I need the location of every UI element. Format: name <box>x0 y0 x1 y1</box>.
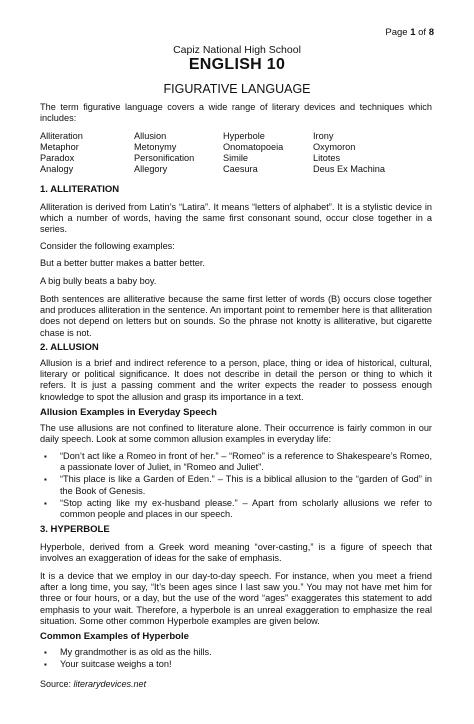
page-middle: of <box>415 27 429 38</box>
term: Hyperbole <box>223 131 265 141</box>
allusion-everyday-intro: The use allusions are not confined to literature alone. Their occurrence is fairly common in our daily speech. Look at some common allusion examples in everyday life: <box>40 423 432 445</box>
document-title: FIGURATIVE LANGUAGE <box>163 82 311 96</box>
list-item-text: Your suitcase weighs a ton! <box>60 659 172 670</box>
term: Paradox <box>40 153 75 163</box>
term: Deus Ex Machina <box>313 164 386 174</box>
bullet-icon: ▪ <box>44 648 47 657</box>
page-indicator <box>385 27 434 38</box>
bullet-icon: ▪ <box>44 660 47 670</box>
term: Personification <box>134 153 195 163</box>
source-citation <box>40 679 146 689</box>
term: Onomatopoeia <box>223 142 284 152</box>
list-item-text: “Don’t act like a Romeo in front of her.” – “Romeo” is a reference to Shakespeare’s Romeo, a passionate lover of Juliet, in “Romeo and Juliet”. <box>60 451 432 473</box>
list-item <box>40 659 432 670</box>
term: Allegory <box>134 164 168 174</box>
bullet-icon: ▪ <box>44 498 47 508</box>
section-heading-allusion: 2. ALLUSION <box>40 342 99 353</box>
page-total: 8 <box>428 27 434 38</box>
hyperbole-definition: Hyperbole, derived from a Greek word meaning “over-casting,” is a figure of speech that involves an exaggeration of ideas for the sake of emphasis. <box>40 542 432 564</box>
intro-paragraph: The term figurative language covers a wide range of literary devices and techniques which includes: <box>40 102 432 124</box>
term: Simile <box>223 153 249 163</box>
hyperbole-examples-list <box>40 647 432 671</box>
term: Alliteration <box>40 131 83 141</box>
term: Allusion <box>134 131 167 141</box>
term: Irony <box>313 131 334 141</box>
page-current: 1 <box>410 27 416 38</box>
term: Analogy <box>40 164 74 174</box>
term: Metonymy <box>134 142 177 152</box>
hyperbole-subheading: Common Examples of Hyperbole <box>40 631 189 642</box>
hyperbole-explanation: It is a device that we employ in our day-to-day speech. For instance, when you meet a friend after a long time, you say, “It’s been ages since I last saw you.” You may not have met him for three or four hours, or a day, but the use of the word “ages” exaggerates this statement to add emphasis to your wait. Therefore, a hyperbole is an unreal exaggeration to emphasize the real situation. Some other common Hyperbole examples are given below. <box>40 571 432 626</box>
term: Oxymoron <box>313 142 356 152</box>
term: Litotes <box>313 153 341 163</box>
source-name: literarydevices.net <box>73 679 147 689</box>
school-name: Capiz National High School <box>173 44 301 56</box>
list-item-text: “This place is like a Garden of Eden.” – This is a biblical allusion to the “garden of God” in the Book of Genesis. <box>60 474 432 496</box>
page-prefix: Page <box>385 27 411 38</box>
terms-grid <box>40 131 432 175</box>
alliteration-explanation: Both sentences are alliterative because the same first letter of words (B) occurs close together and produces alliteration in the sentence. An important point to remember here is that alliteration does not depend on letters but on sounds. So the phrase not knotty is alliterative, but cigarette chase is not. <box>40 294 432 338</box>
allusion-examples-list <box>40 451 432 521</box>
alliteration-intro-examples: Consider the following examples: <box>40 241 175 251</box>
bullet-icon: ▪ <box>44 452 47 461</box>
list-item <box>40 451 432 473</box>
allusion-subheading: Allusion Examples in Everyday Speech <box>40 407 217 418</box>
alliteration-definition: Alliteration is derived from Latin’s “Latira”. It means “letters of alphabet”. It is a stylistic device in which a number of words, having the same first consonant sound, occur close together in a series. <box>40 202 432 235</box>
bullet-icon: ▪ <box>44 475 47 485</box>
list-item-text: My grandmother is as old as the hills. <box>60 647 212 657</box>
section-heading-hyperbole: 3. HYPERBOLE <box>40 524 110 535</box>
section-heading-alliteration: 1. ALLITERATION <box>40 184 120 195</box>
allusion-definition: Allusion is a brief and indirect reference to a person, place, thing or idea of historical, cultural, literary or political significance. It does not describe in detail the person or thing to which it refers. It is just a passing comment and the writer expects the reader to possess enough knowledge to spot the allusion and grasp its importance in a text. <box>40 358 432 402</box>
term: Caesura <box>223 164 258 174</box>
course-title: ENGLISH 10 <box>188 56 286 73</box>
list-item <box>40 474 432 496</box>
list-item <box>40 498 432 520</box>
list-item-text: “Stop acting like my ex-husband please.” – Apart from scholarly allusions we refer to common people and places in our speech. <box>60 497 432 520</box>
source-label: Source: <box>40 679 74 689</box>
term: Metaphor <box>40 142 79 152</box>
alliteration-example-1: But a better butter makes a batter better. <box>40 258 205 268</box>
alliteration-example-2: A big bully beats a baby boy. <box>40 276 157 286</box>
list-item <box>40 647 432 658</box>
